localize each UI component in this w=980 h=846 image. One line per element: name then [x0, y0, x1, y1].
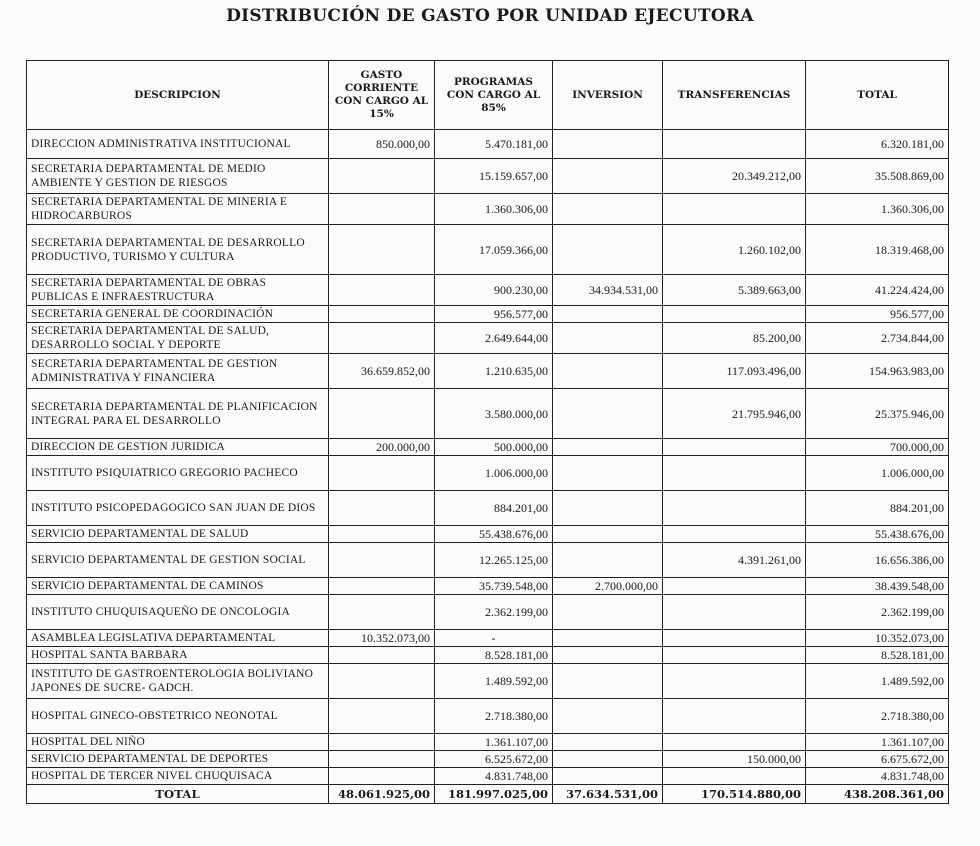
table-row [27, 275, 949, 306]
totals-programas: 181.997.025,00 [435, 785, 553, 804]
row-transferencias [663, 595, 806, 630]
table-row [27, 526, 949, 543]
row-description: SECRETARIA DEPARTAMENTAL DE DESARROLLO PRODUCTIVO, TURISMO Y CULTURA [27, 225, 329, 275]
table-row [27, 543, 949, 578]
table-row [27, 491, 949, 526]
table-row [27, 323, 949, 354]
header-inversion: INVERSION [553, 61, 663, 130]
totals-transferencias: 170.514.880,00 [663, 785, 806, 804]
row-transferencias: 1.260.102,00 [663, 225, 806, 275]
row-transferencias [663, 130, 806, 159]
row-inversion [553, 194, 663, 225]
row-programas: 4.831.748,00 [435, 768, 553, 785]
row-gasto-corriente [329, 456, 435, 491]
row-description: SECRETARIA DEPARTAMENTAL DE SALUD, DESARROLLO SOCIAL Y DEPORTE [27, 323, 329, 354]
row-inversion [553, 306, 663, 323]
row-total: 884.201,00 [806, 491, 949, 526]
row-programas: 956.577,00 [435, 306, 553, 323]
table-row [27, 630, 949, 647]
row-total: 38.439.548,00 [806, 578, 949, 595]
row-programas: 2.718.380,00 [435, 699, 553, 734]
row-description: INSTITUTO CHUQUISAQUEÑO DE ONCOLOGIA [27, 595, 329, 630]
row-inversion [553, 647, 663, 664]
row-programas: 1.006.000,00 [435, 456, 553, 491]
row-gasto-corriente [329, 664, 435, 699]
row-total: 6.320.181,00 [806, 130, 949, 159]
row-programas: 15.159.657,00 [435, 159, 553, 194]
table-row [27, 439, 949, 456]
row-total: 1.361.107,00 [806, 734, 949, 751]
row-description: INSTITUTO PSICOPEDAGOGICO SAN JUAN DE DIOS [27, 491, 329, 526]
table-row [27, 456, 949, 491]
row-gasto-corriente [329, 699, 435, 734]
row-total: 2.718.380,00 [806, 699, 949, 734]
row-total: 55.438.676,00 [806, 526, 949, 543]
row-total: 1.489.592,00 [806, 664, 949, 699]
row-inversion [553, 225, 663, 275]
row-transferencias [663, 491, 806, 526]
row-total: 35.508.869,00 [806, 159, 949, 194]
row-programas: 55.438.676,00 [435, 526, 553, 543]
row-transferencias [663, 699, 806, 734]
row-inversion [553, 456, 663, 491]
row-total: 1.360.306,00 [806, 194, 949, 225]
row-description: DIRECCION ADMINISTRATIVA INSTITUCIONAL [27, 130, 329, 159]
row-gasto-corriente [329, 159, 435, 194]
row-inversion [553, 768, 663, 785]
row-description: SERVICIO DEPARTAMENTAL DE DEPORTES [27, 751, 329, 768]
row-description: HOSPITAL GINECO-OBSTETRICO NEONOTAL [27, 699, 329, 734]
row-total: 154.963.983,00 [806, 354, 949, 389]
row-description: SERVICIO DEPARTAMENTAL DE CAMINOS [27, 578, 329, 595]
row-gasto-corriente [329, 225, 435, 275]
row-programas: 1.489.592,00 [435, 664, 553, 699]
table-row [27, 699, 949, 734]
row-transferencias [663, 306, 806, 323]
row-inversion [553, 664, 663, 699]
row-gasto-corriente [329, 275, 435, 306]
row-description: ASAMBLEA LEGISLATIVA DEPARTAMENTAL [27, 630, 329, 647]
table-header-row [27, 61, 949, 130]
row-gasto-corriente: 850.000,00 [329, 130, 435, 159]
row-total: 2.362.199,00 [806, 595, 949, 630]
row-programas: 12.265.125,00 [435, 543, 553, 578]
row-gasto-corriente [329, 751, 435, 768]
row-transferencias [663, 439, 806, 456]
row-gasto-corriente [329, 194, 435, 225]
totals-gasto-corriente: 48.061.925,00 [329, 785, 435, 804]
document-title: DISTRIBUCIÓN DE GASTO POR UNIDAD EJECUTORA [226, 6, 754, 26]
row-total: 4.831.748,00 [806, 768, 949, 785]
row-transferencias: 21.795.946,00 [663, 389, 806, 439]
table-row [27, 768, 949, 785]
row-gasto-corriente: 200.000,00 [329, 439, 435, 456]
table-row [27, 578, 949, 595]
row-description: HOSPITAL DE TERCER NIVEL CHUQUISACA [27, 768, 329, 785]
row-description: SERVICIO DEPARTAMENTAL DE SALUD [27, 526, 329, 543]
row-gasto-corriente [329, 595, 435, 630]
table-row [27, 130, 949, 159]
table-row [27, 647, 949, 664]
row-total: 8.528.181,00 [806, 647, 949, 664]
header-programas: PROGRAMAS CON CARGO AL 85% [435, 61, 553, 130]
row-inversion [553, 734, 663, 751]
row-inversion [553, 630, 663, 647]
row-gasto-corriente [329, 389, 435, 439]
row-description: SECRETARIA DEPARTAMENTAL DE GESTION ADMINISTRATIVA Y FINANCIERA [27, 354, 329, 389]
row-inversion [553, 389, 663, 439]
table-row [27, 194, 949, 225]
row-total: 2.734.844,00 [806, 323, 949, 354]
table-row [27, 225, 949, 275]
row-transferencias [663, 630, 806, 647]
row-programas: - [435, 630, 553, 647]
totals-inversion: 37.634.531,00 [553, 785, 663, 804]
header-transferencias: TRANSFERENCIAS [663, 61, 806, 130]
row-transferencias: 20.349.212,00 [663, 159, 806, 194]
row-gasto-corriente: 10.352.073,00 [329, 630, 435, 647]
row-transferencias [663, 194, 806, 225]
row-transferencias [663, 734, 806, 751]
row-total: 956.577,00 [806, 306, 949, 323]
row-total: 10.352.073,00 [806, 630, 949, 647]
table-row [27, 664, 949, 699]
row-inversion [553, 354, 663, 389]
row-programas: 2.362.199,00 [435, 595, 553, 630]
row-inversion [553, 526, 663, 543]
row-gasto-corriente [329, 734, 435, 751]
row-gasto-corriente [329, 647, 435, 664]
row-gasto-corriente [329, 306, 435, 323]
row-transferencias [663, 664, 806, 699]
row-inversion [553, 543, 663, 578]
table-row [27, 751, 949, 768]
table-body [27, 130, 949, 785]
row-total: 6.675.672,00 [806, 751, 949, 768]
totals-label: TOTAL [27, 785, 329, 804]
row-total: 18.319.468,00 [806, 225, 949, 275]
row-description: SECRETARIA DEPARTAMENTAL DE PLANIFICACION INTEGRAL PARA EL DESARROLLO [27, 389, 329, 439]
row-programas: 884.201,00 [435, 491, 553, 526]
row-total: 41.224.424,00 [806, 275, 949, 306]
row-gasto-corriente [329, 526, 435, 543]
row-transferencias: 117.093.496,00 [663, 354, 806, 389]
row-transferencias [663, 647, 806, 664]
row-total: 1.006.000,00 [806, 456, 949, 491]
row-description: DIRECCION DE GESTION JURIDICA [27, 439, 329, 456]
totals-total: 438.208.361,00 [806, 785, 949, 804]
row-programas: 1.360.306,00 [435, 194, 553, 225]
row-inversion [553, 751, 663, 768]
row-transferencias: 85.200,00 [663, 323, 806, 354]
row-transferencias [663, 456, 806, 491]
table-row [27, 306, 949, 323]
row-gasto-corriente: 36.659.852,00 [329, 354, 435, 389]
row-inversion: 34.934.531,00 [553, 275, 663, 306]
row-inversion [553, 159, 663, 194]
row-transferencias: 5.389.663,00 [663, 275, 806, 306]
row-description: SECRETARIA GENERAL DE COORDINACIÓN [27, 306, 329, 323]
row-total: 700.000,00 [806, 439, 949, 456]
header-gasto-corriente: GASTO CORRIENTE CON CARGO AL 15% [329, 61, 435, 130]
table-row [27, 354, 949, 389]
table-row [27, 389, 949, 439]
row-description: SERVICIO DEPARTAMENTAL DE GESTION SOCIAL [27, 543, 329, 578]
row-inversion [553, 595, 663, 630]
row-description: INSTITUTO DE GASTROENTEROLOGIA BOLIVIANO JAPONES DE SUCRE- GADCH. [27, 664, 329, 699]
totals-row [27, 785, 949, 804]
row-transferencias [663, 578, 806, 595]
row-inversion [553, 439, 663, 456]
row-description: SECRETARIA DEPARTAMENTAL DE MEDIO AMBIENTE Y GESTION DE RIESGOS [27, 159, 329, 194]
expense-distribution-table [26, 60, 949, 804]
row-transferencias [663, 526, 806, 543]
row-inversion [553, 491, 663, 526]
row-programas: 1.361.107,00 [435, 734, 553, 751]
row-programas: 5.470.181,00 [435, 130, 553, 159]
row-transferencias: 150.000,00 [663, 751, 806, 768]
row-programas: 17.059.366,00 [435, 225, 553, 275]
table-row [27, 734, 949, 751]
row-description: SECRETARIA DEPARTAMENTAL DE OBRAS PUBLICAS E INFRAESTRUCTURA [27, 275, 329, 306]
row-programas: 6.525.672,00 [435, 751, 553, 768]
table-row [27, 159, 949, 194]
row-gasto-corriente [329, 491, 435, 526]
row-programas: 3.580.000,00 [435, 389, 553, 439]
table-row [27, 595, 949, 630]
row-description: SECRETARIA DEPARTAMENTAL DE MINERIA E HIDROCARBUROS [27, 194, 329, 225]
header-total: TOTAL [806, 61, 949, 130]
row-programas: 35.739.548,00 [435, 578, 553, 595]
row-description: INSTITUTO PSIQUIATRICO GREGORIO PACHECO [27, 456, 329, 491]
row-programas: 500.000,00 [435, 439, 553, 456]
row-description: HOSPITAL SANTA BARBARA [27, 647, 329, 664]
row-inversion: 2.700.000,00 [553, 578, 663, 595]
row-transferencias [663, 768, 806, 785]
row-programas: 8.528.181,00 [435, 647, 553, 664]
row-gasto-corriente [329, 578, 435, 595]
row-gasto-corriente [329, 768, 435, 785]
row-transferencias: 4.391.261,00 [663, 543, 806, 578]
row-total: 16.656.386,00 [806, 543, 949, 578]
row-total: 25.375.946,00 [806, 389, 949, 439]
row-gasto-corriente [329, 323, 435, 354]
row-programas: 1.210.635,00 [435, 354, 553, 389]
row-inversion [553, 323, 663, 354]
row-description: HOSPITAL DEL NIÑO [27, 734, 329, 751]
row-programas: 2.649.644,00 [435, 323, 553, 354]
row-programas: 900.230,00 [435, 275, 553, 306]
row-inversion [553, 130, 663, 159]
row-gasto-corriente [329, 543, 435, 578]
row-inversion [553, 699, 663, 734]
header-descripcion: DESCRIPCION [27, 61, 329, 130]
